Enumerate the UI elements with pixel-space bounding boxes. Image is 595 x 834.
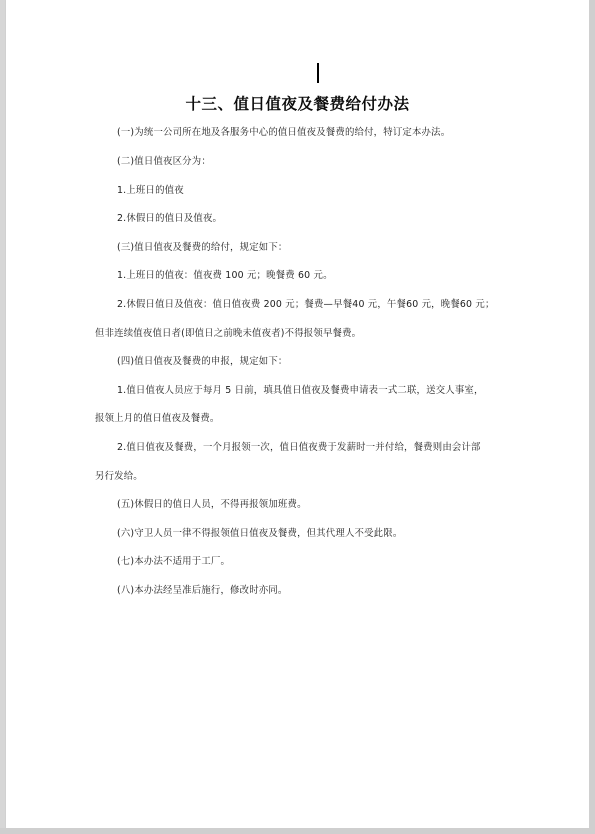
paragraph-4: 2.休假日的值日及值夜。 <box>117 213 223 224</box>
paragraph-2: (二)值日值夜区分为： <box>117 156 211 167</box>
paragraph-14: (八)本办法经呈准后施行，修改时亦同。 <box>117 585 288 596</box>
paragraph-1: (一)为统一公司所在地及各服务中心的值日值夜及餐费的给付，特订定本办法。 <box>117 127 451 138</box>
paragraph-5: (三)值日值夜及餐费的给付，规定如下： <box>117 242 288 253</box>
document-page <box>6 0 589 828</box>
paragraph-7: 2.休假日值日及值夜：值日值夜费 200 元；餐费—早餐40 元，午餐60 元，晚餐60 元； <box>117 299 495 310</box>
document-title: 十三、值日值夜及餐费给付办法 <box>185 95 410 113</box>
paragraph-9-continued: 报领上月的值日值夜及餐费。 <box>95 413 220 424</box>
paragraph-6: 1.上班日的值夜：值夜费 100 元；晚餐费 60 元。 <box>117 270 333 281</box>
text-cursor <box>317 63 319 83</box>
paragraph-9: 1.值日值夜人员应于每月 5 日前，填具值日值夜及餐费申请表一式二联，送交人事室， <box>117 385 484 396</box>
window-right-edge <box>590 0 595 834</box>
paragraph-10: 2.值日值夜及餐费，一个月报领一次，值日值夜费于发薪时一并付给，餐费则由会计部 <box>117 442 481 453</box>
window-bottom-edge <box>0 828 595 834</box>
paragraph-8: (四)值日值夜及餐费的申报，规定如下： <box>117 356 288 367</box>
paragraph-11: (五)休假日的值日人员，不得再报领加班费。 <box>117 499 307 510</box>
paragraph-12: (六)守卫人员一律不得报领值日值夜及餐费，但其代理人不受此限。 <box>117 528 403 539</box>
paragraph-13: (七)本办法不适用于工厂。 <box>117 556 231 567</box>
paragraph-10-continued: 另行发给。 <box>95 471 143 482</box>
paragraph-7-continued: 但非连续值夜值日者(即值日之前晚未值夜者)不得报领早餐费。 <box>95 328 362 339</box>
paragraph-3: 1.上班日的值夜 <box>117 185 184 196</box>
